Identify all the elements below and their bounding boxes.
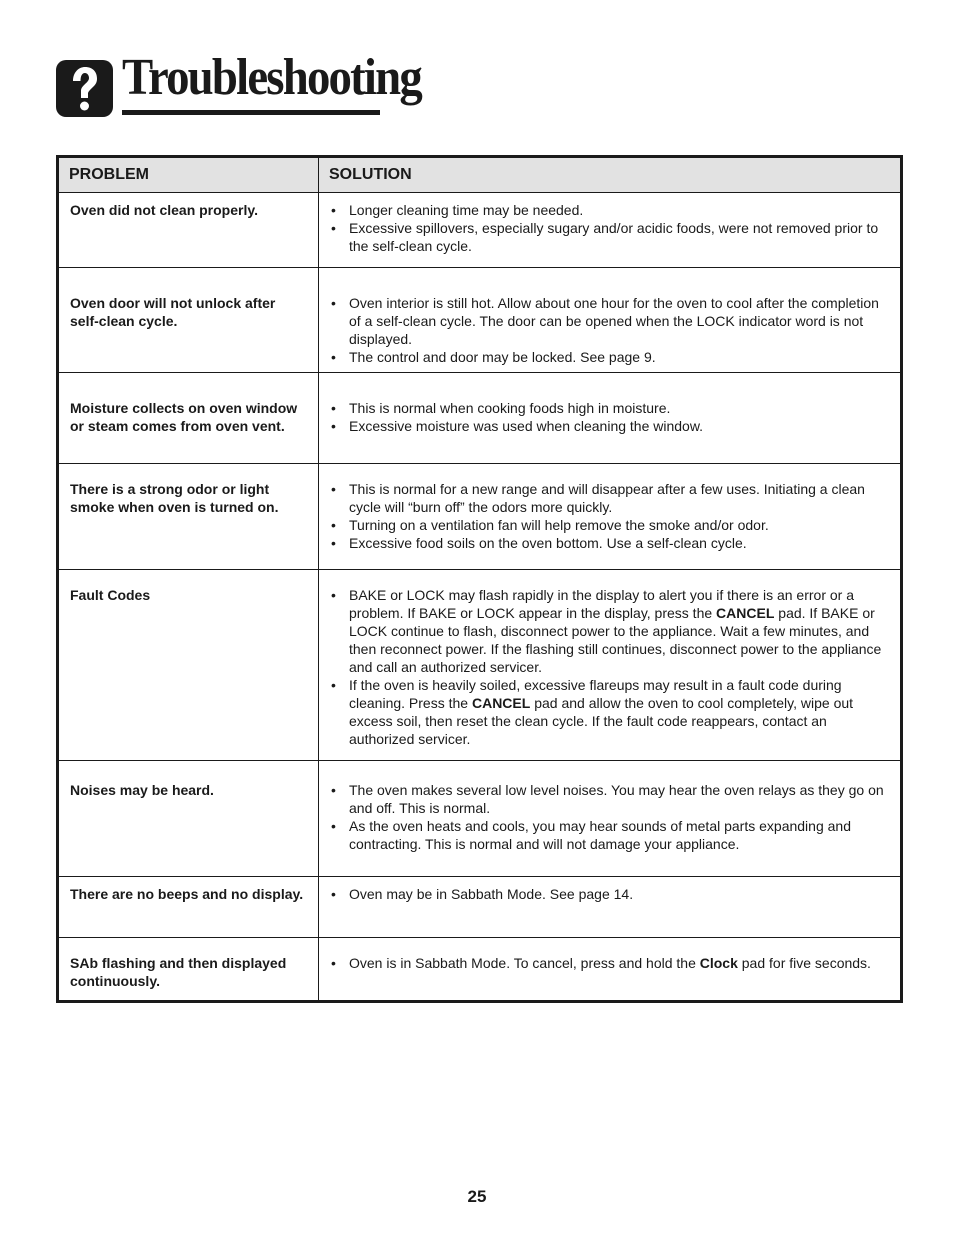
solution-item: • Oven may be in Sabbath Mode. See page 14. [331, 885, 892, 903]
table-row [58, 193, 902, 268]
solution-item: • Excessive moisture was used when cleaning the window. [331, 417, 892, 435]
page-number: 25 [467, 1187, 487, 1206]
column-header-problem: PROBLEM [58, 157, 319, 193]
solution-cell [319, 268, 902, 373]
question-mark-icon [56, 60, 113, 117]
solution-item: • Excessive spillovers, especially sugary and/or acidic foods, were not removed prior to the self-clean cycle. [331, 219, 892, 255]
problem-cell: Noises may be heard. [58, 761, 319, 877]
solution-cell [319, 464, 902, 570]
problem-cell: SAb flashing and then displayed continuously. [58, 938, 319, 1002]
table-row [58, 570, 902, 761]
table-header-row [58, 157, 902, 193]
problem-cell: There are no beeps and no display. [58, 877, 319, 938]
table-row [58, 373, 902, 464]
solution-item: • Excessive food soils on the oven bottom. Use a self-clean cycle. [331, 534, 892, 552]
solution-item: • Oven interior is still hot. Allow about one hour for the oven to cool after the completion of a self-clean cycle. The door can be opened when the LOCK indicator word is not displayed. [331, 294, 892, 348]
table-row [58, 268, 902, 373]
solution-cell [319, 877, 902, 938]
title-underline [122, 110, 380, 115]
table-row [58, 877, 902, 938]
problem-cell: Moisture collects on oven window or steam comes from oven vent. [58, 373, 319, 464]
solution-item: • Turning on a ventilation fan will help remove the smoke and/or odor. [331, 516, 892, 534]
table-row [58, 761, 902, 877]
solution-item: • This is normal for a new range and will disappear after a few uses. Initiating a clean cycle will “burn off” the odors more quickly. [331, 480, 892, 516]
solution-cell [319, 193, 902, 268]
table-row [58, 464, 902, 570]
problem-cell: Fault Codes [58, 570, 319, 761]
column-header-solution: SOLUTION [319, 157, 902, 193]
solution-cell [319, 373, 902, 464]
solution-cell [319, 938, 902, 1002]
solution-item: • As the oven heats and cools, you may hear sounds of metal parts expanding and contracting. This is normal and will not damage your appliance. [331, 817, 892, 853]
problem-cell: There is a strong odor or light smoke when oven is turned on. [58, 464, 319, 570]
problem-cell: Oven door will not unlock after self-clean cycle. [58, 268, 319, 373]
table-row [58, 938, 902, 1002]
solution-item: • The control and door may be locked. See page 9. [331, 348, 892, 366]
solution-cell [319, 761, 902, 877]
solution-item: • Longer cleaning time may be needed. [331, 201, 892, 219]
page-header [56, 49, 421, 118]
solution-item: • BAKE or LOCK may flash rapidly in the display to alert you if there is an error or a problem. If BAKE or LOCK appear in the display, press the CANCEL pad. If BAKE or LOCK continue to flash, disconnect power to the appliance. Wait a few minutes, and then reconnect power. If the flashing still continues, disconnect power to the appliance and call an authorized servicer. [331, 586, 892, 676]
solution-item: • Oven is in Sabbath Mode. To cancel, press and hold the Clock pad for five seconds. [331, 954, 892, 972]
solution-item: • This is normal when cooking foods high in moisture. [331, 399, 892, 417]
problem-cell: Oven did not clean properly. [58, 193, 319, 268]
page-title: Troubleshooting [122, 49, 421, 106]
troubleshooting-table [56, 155, 903, 1003]
solution-cell [319, 570, 902, 761]
solution-item: • The oven makes several low level noises. You may hear the oven relays as they go on and off. This is normal. [331, 781, 892, 817]
solution-item: • If the oven is heavily soiled, excessive flareups may result in a fault code during cleaning. Press the CANCEL pad and allow the oven to cool completely, wipe out excess soil, then reset the clean cycle. If the fault code reappears, contact an authorized servicer. [331, 676, 892, 748]
